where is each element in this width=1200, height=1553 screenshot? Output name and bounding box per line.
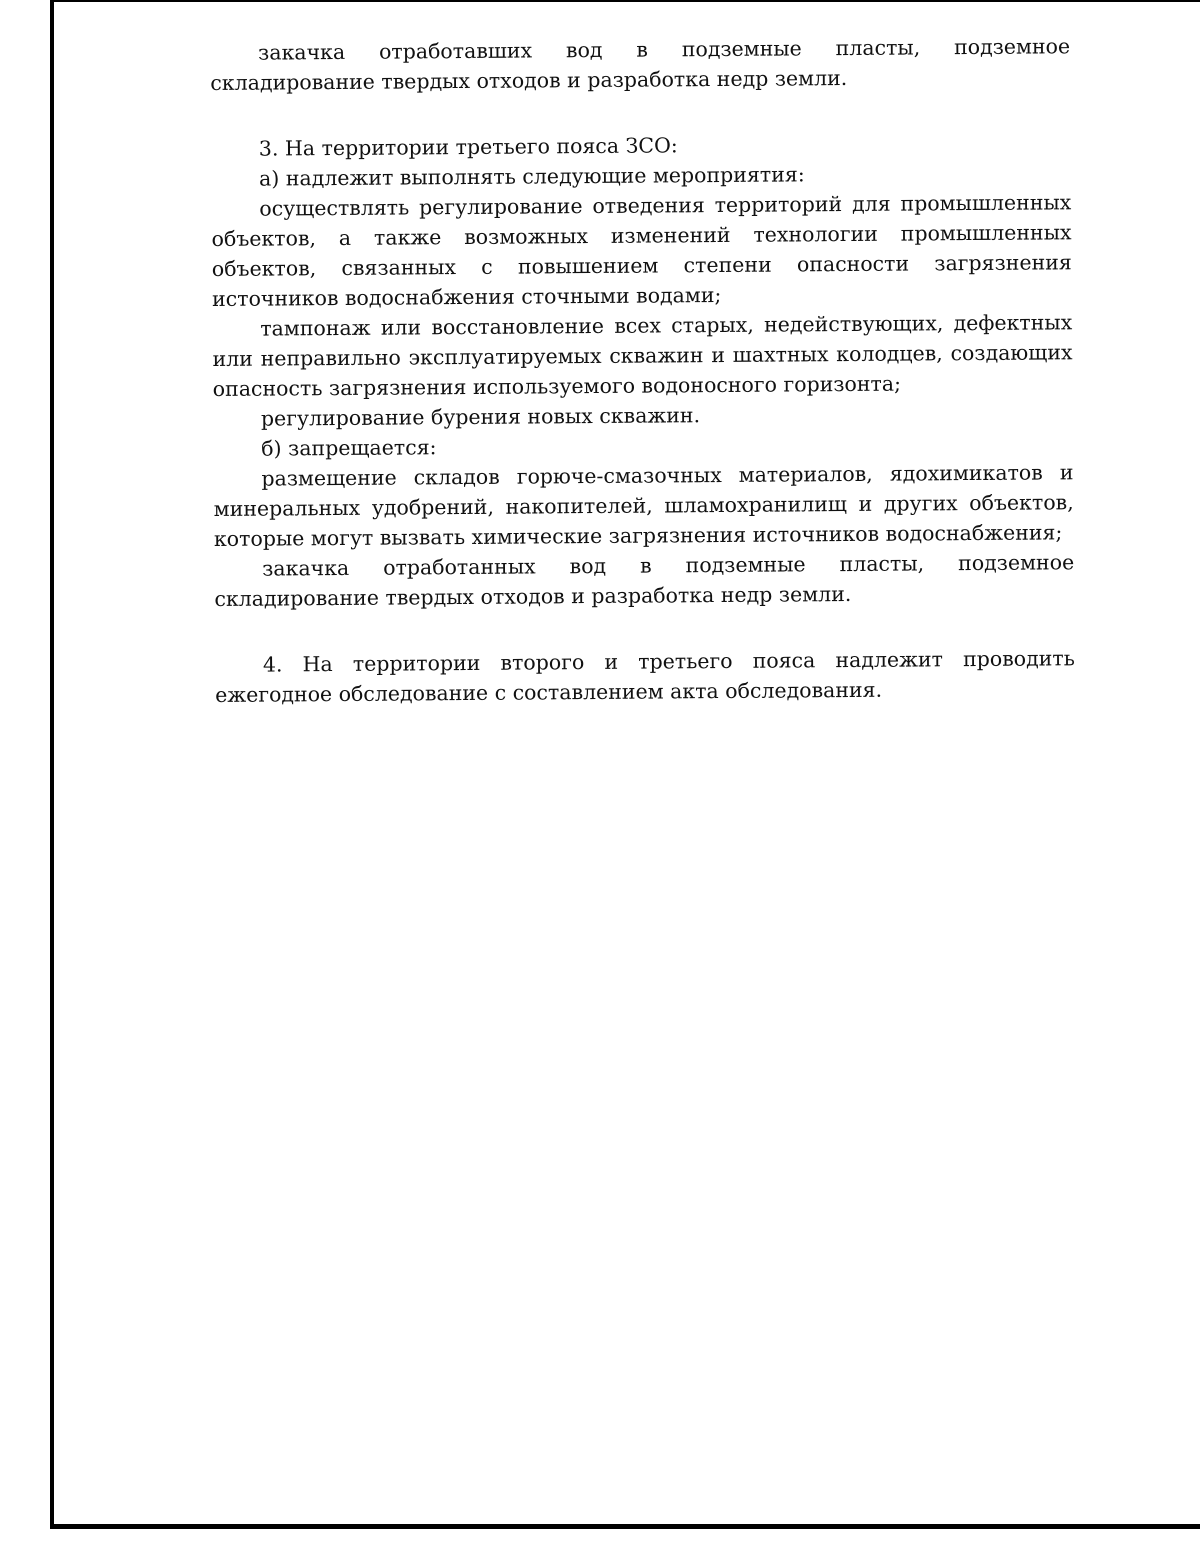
paragraph-zone3-measures-heading: а) надлежит выполнять следующие мероприятия:: [259, 162, 805, 191]
paragraph-territory-regulation: осуществлять регулирование отведения территорий для промышленных объектов, а также возможных изменений технологии промышленных объектов, связанных с повышением степени опасности загрязнения источников водоснабжения сточными водами;: [211, 190, 1072, 311]
paragraph-injection-ban-zone2: закачка отработавших вод в подземные пласты, подземное складирование твердых отходов и разработка недр земли.: [210, 34, 1071, 95]
paragraph-storage-ban: размещение складов горюче-смазочных материалов, ядохимикатов и минеральных удобрений, накопителей, шламохранилищ и других объектов, которые могут вызвать химические загрязнения источников водоснабжения;: [213, 460, 1074, 551]
paragraph-zone3-heading: 3. На территории третьего пояса ЗСО:: [258, 133, 678, 161]
paragraph-drilling-regulation: регулирование бурения новых скважин.: [260, 403, 701, 431]
scan-border-left: [50, 0, 54, 1528]
paragraph-zone3-prohibited-heading: б) запрещается:: [261, 435, 437, 461]
document-body: [210, 31, 1075, 710]
scan-border-bottom: [50, 1524, 1200, 1529]
paragraph-well-plugging: тампонаж или восстановление всех старых, недействующих, дефектных или неправильно эксплуатируемых скважин и шахтных колодцев, создающих опасность загрязнения используемого водоносного горизонта;: [212, 310, 1073, 401]
paragraph-annual-inspection: 4. На территории второго и третьего пояса надлежит проводить ежегодное обследование с составлением акта обследования.: [215, 646, 1075, 707]
scan-border-top: [50, 0, 1200, 2]
paragraph-injection-ban-zone3: закачка отработанных вод в подземные пласты, подземное складирование твердых отходов и разработка недр земли.: [214, 550, 1075, 611]
